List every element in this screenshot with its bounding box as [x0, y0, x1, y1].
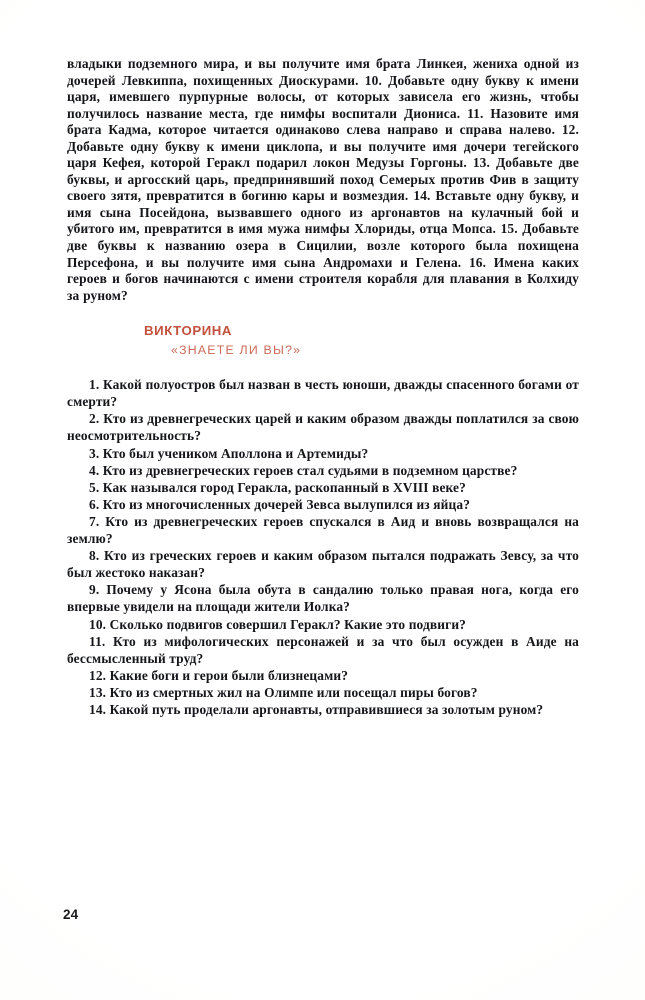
- quiz-question: 9. Почему у Ясона была обута в сандалию только правая нога, когда его впервые увидели на площади жители Иолка?: [67, 582, 579, 615]
- page-content: [67, 56, 579, 718]
- quiz-question: 7. Кто из древнегреческих героев спускался в Аид и вновь возвращался на землю?: [67, 513, 579, 547]
- quiz-question: 8. Кто из греческих героев и каким образом пытался подражать Зевсу, за что был жестоко наказан?: [67, 548, 579, 581]
- body-continuation-paragraph: владыки подземного мира, и вы получите имя брата Линкея, жениха одной из дочерей Левкиппа, похищенных Диоскурами. 10. Добавьте одну букву к имени царя, имевшего пурпурные волосы, от которых зависела его жизнь, чтобы получилось название места, где нимфы воспитали Диониса. 11. Назовите имя брата Кадма, которое читается одинаково слева направо и справа налево. 12. Добавьте одну букву к имени циклопа, и вы получите имя дочери тегейского царя Кефея, которой Геракл подарил локон Медузы Горгоны. 13. Добавьте две буквы, и аргосский царь, предпринявший поход Семерых против Фив в защиту своего зятя, превратится в богиню кары и возмездия. 14. Вставьте одну букву, и имя сына Посейдона, вызвавшего одного из аргонавтов на кулачный бой и убитого им, превратится в имя мужа нимфы Хлориды, отца Мопса. 15. Добавьте две буквы к названию озера в Сицилии, возле которого была похищена Персефона, и вы получите имя сына Андромахи и Гелена. 16. Имена каких героев и богов начинаются с имени строителя корабля для плавания в Колхиду за руном?: [67, 56, 579, 303]
- quiz-question: 11. Кто из мифологических персонажей и за что был осужден в Аиде на бессмысленный труд?: [67, 633, 579, 666]
- quiz-question: 1. Какой полуостров был назван в честь юноши, дважды спасенного богами от смерти?: [67, 377, 579, 410]
- quiz-heading-block: [67, 323, 579, 358]
- quiz-question: 12. Какие боги и герои были близнецами?: [89, 667, 349, 683]
- quiz-question: 3. Кто был учеником Аполлона и Артемиды?: [89, 445, 369, 461]
- quiz-question: 4. Кто из древнегреческих героев стал судьями в подземном царстве?: [89, 462, 518, 478]
- page-number: 24: [63, 907, 79, 922]
- quiz-question: 2. Кто из древнегреческих царей и каким образом дважды поплатился за свою неосмотрительность?: [67, 411, 579, 444]
- quiz-subtitle: «ЗНАЕТЕ ЛИ ВЫ?»: [171, 343, 302, 358]
- quiz-title: ВИКТОРИНА: [144, 323, 233, 339]
- quiz-question: 5. Как назывался город Геракла, раскопанный в XVIII веке?: [89, 479, 466, 495]
- quiz-question: 6. Кто из многочисленных дочерей Зевса вылупился из яйца?: [89, 496, 471, 512]
- quiz-question: 13. Кто из смертных жил на Олимпе или посещал пиры богов?: [89, 684, 478, 700]
- quiz-question-list: [67, 376, 579, 718]
- quiz-question: 14. Какой путь проделали аргонавты, отправившиеся за золотым руном?: [89, 701, 544, 717]
- quiz-question: 10. Сколько подвигов совершил Геракл? Какие это подвиги?: [89, 616, 467, 632]
